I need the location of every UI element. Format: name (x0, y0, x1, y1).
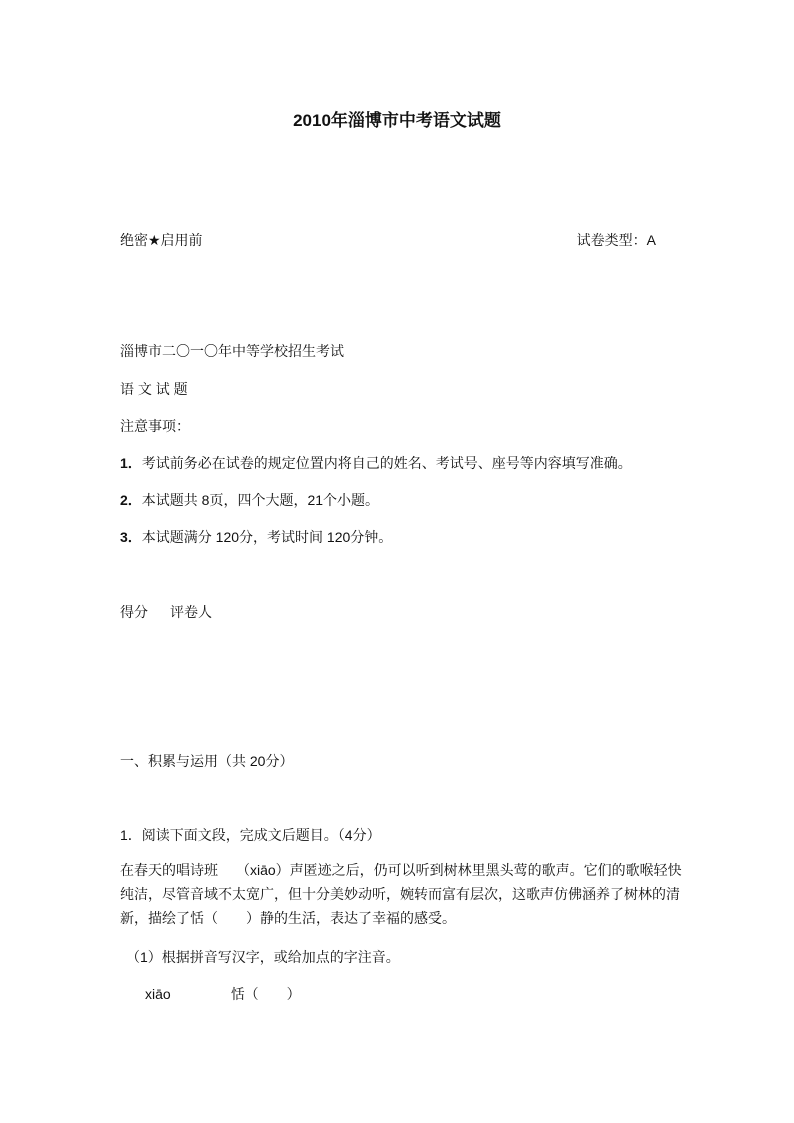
notice-number: 2． (120, 492, 142, 508)
pinyin-prompt: xiāo (145, 986, 171, 1002)
notice-number: 3． (120, 529, 142, 545)
paper-type-label: 试卷类型：A (576, 232, 656, 248)
confidential-label: 绝密★启用前 (120, 232, 203, 248)
notice-item-3 (120, 527, 392, 547)
notice-item-2 (120, 490, 379, 510)
grader-label: 评卷人 (170, 604, 212, 620)
passage-pinyin: （xiāo） (236, 862, 290, 878)
notice-number: 1． (120, 455, 142, 471)
section-1-title: 一、积累与运用（共 20分） (120, 753, 294, 769)
notice-text: 本试题满分 120分，考试时间 120分钟。 (141, 529, 393, 545)
page-title: 2010年淄博市中考语文试题 (293, 111, 501, 130)
exam-subject: 语 文 试 题 (120, 381, 188, 397)
question-1-sub-1: （1）根据拼音写汉字，或给加点的字注音。 (126, 949, 400, 965)
notice-text: 本试题共 8页，四个大题，21个小题。 (141, 492, 380, 508)
notice-title: 注意事项： (120, 418, 190, 434)
question-1-title: 1．阅读下面文段，完成文后题目。（4分） (120, 827, 381, 843)
exam-name: 淄博市二〇一〇年中等学校招生考试 (120, 343, 344, 359)
score-table (120, 602, 212, 622)
score-label: 得分 (120, 604, 148, 620)
passage-part-a: 在春天的唱诗班 (120, 862, 218, 878)
notice-text: 考试前务必在试卷的规定位置内将自己的姓名、考试号、座号等内容填写准确。 (141, 455, 632, 471)
notice-item-1 (120, 453, 632, 473)
char-prompt: 恬（ ） (230, 986, 301, 1002)
answer-line (145, 984, 301, 1004)
question-1-passage (120, 858, 688, 930)
passage-part-b: 声匿迹之后，仍可以听到树林里黑头莺的歌声。它们的歌喉轻快纯洁，尽管音域不太宽广，但十分美妙动听，婉转而富有层次，这歌声仿佛涵养了树林的清新，描绘了恬（ ）静的生活，表达了幸福的感受。 (120, 862, 682, 926)
